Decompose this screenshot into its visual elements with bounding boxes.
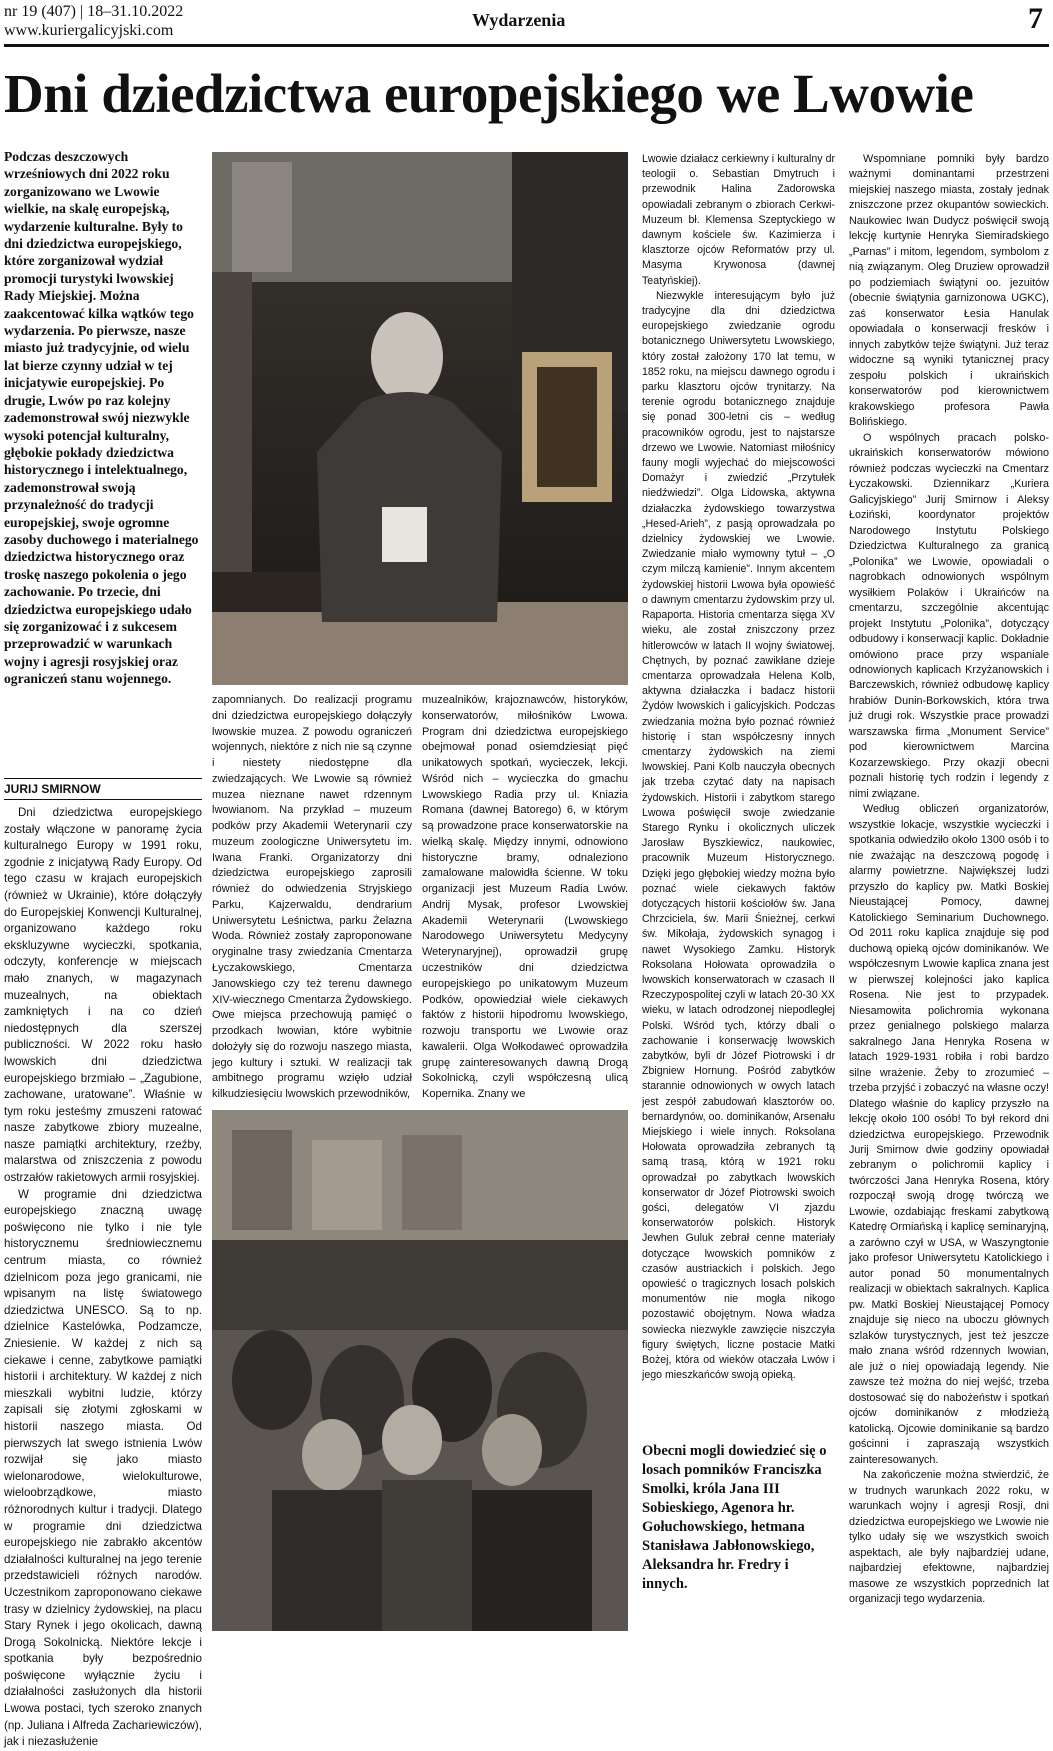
paragraph: W programie dni dziedzictwa europejskiego znaczną uwagę poświęcono nie tylko i nie tyle historycznemu średniowiecznemu centrum miasta, co również dzielnicom poza jego granicami, nie wpisanym na listę światowego dziedzictwa UNESCO. Są to np. dzielnice Kastelówka, Podzamcze, Zniesienie. W każdej z nich są ciekawe i cenne, zabytkowe pamiątki historii i architektury. W każdej z nich mieszkali wybitni ludzie, którzy zapisali się złotymi zgłoskami w historii naszego miasta. Od pierwszych lat swego istnienia Lwów rozwijał się jako miasto wielonarodowe, wielokulturowe, wieloobrządkowe, miasto różnorodnych kultur i tradycji. Dlatego w programie dni dziedzictwa europejskiego nie zabrakło akcentów działalności kulturalnej na jego terenie przedstawicieli różnych narodów. Uczestnikom zaproponowano ciekawe trasy w dzielnicy żydowskiej, na placu Stary Rynek i jego okolicach, dawną Drogą Sokolnicką. Niektóre lekcje i spotkania były bezpośrednio poświęcone wyłącznie życiu i działalności zasłużonych dla historii Lwowa postaci, tych szeroko znanych (np. Juliana i Alfreda Zachariewiczów), jak i niezasłużenie <box>4 1187 202 1749</box>
masthead <box>4 2 1049 44</box>
paragraph: Na zakończenie można stwierdzić, że w trudnych warunkach 2022 roku, w warunkach wojny i agresji Rosji, dni dziedzictwa europejskiego we Lwowie nie tylko udały się we wszystkich swoich aspektach, ale były najbardziej udane, najbardziej efektowne, najbardziej masowe ze wszystkich poprzednich lat organizacji tego wydarzenia. <box>849 1469 1049 1606</box>
paragraph: muzealników, krajoznawców, historyków, konserwatorów, miłośników Lwowa. Program dni dziedzictwa europejskiego obejmował ponad osiemdziesiąt pięć unikatowych spotkań, wycieczek, lekcji. Wśród nich – wycieczka do gmachu Lwowskiego Radia przy ul. Kniazia Romana (dawnej Batorego) 6, w którym są prowadzone prace konserwatorskie na wielką skalę. Między innymi, odnowiono historyczne bramy, odnaleziono zamalowane malowidła ścienne. W toku organizacji jest Muzeum Radia Lwów. Andrij Mysak, profesor Lwowskiej Akademii Weterynarii (Lwowskiego Narodowego Uniwersytetu Medycyny Weterynaryjnej), oprowadził grupę uczestników dni dziedzictwa europejskiego po unikatowym Muzeum Podków, opowiedział wiele ciekawych faktów z historii hipodromu lwowskiego, rozwoju transportu we Lwowie oraz kawalerii. Olga Wołkodaweć oprowadziła grupę zainteresowanych dawną Drogą Sokolnicką, czyli współczesną ulicą Kopernika. Znany we <box>422 694 628 1101</box>
section-name: Wydarzenia <box>472 10 566 30</box>
lead-paragraph: Podczas deszczowych wrześniowych dni 2022 roku zorganizowano we Lwowie wielkie, na skalę europejską, wydarzenie kulturalne. Były to dni dziedzictwa europejskiego, które zorganizował wydział promocji turystyki lwowskiej Rady Miejskiej. Można zaakcentować kilka wątków tego wydarzenia. Po pierwsze, nasze miasto już tradycyjnie, od wielu lat bierze czynny udział w tej inicjatywie europejskiej. Po drugie, Lwów po raz kolejny zademonstrował swój niezwykle wysoki potencjał kulturalny, głębokie pokłady dziedzictwa historycznego i intelektualnego, zademonstrował swoją przynależność do tradycji europejskiej, swoje ogromne zasoby duchowego i materialnego dziedzictwa historycznego oraz troskę naszego pokolenia o jego zachowanie. Po trzecie, dni dziedzictwa europejskiego udało się zorganizować i z sukcesem przeprowadzić w warunkach wojny i agresji rosyjskiej oraz ograniczeń stanu wojennego. <box>4 149 199 687</box>
website-link[interactable]: www.kuriergalicyjski.com <box>4 22 174 39</box>
column-5 <box>849 152 1049 1608</box>
pull-quote: Obecni mogli dowiedzieć się o losach pomników Franciszka Smolki, króla Jana III Sobieskiego, Agenora hr. Gołuchowskiego, hetmana Stanisława Jabłonowskiego, Aleksandra hr. Fredry i innych. <box>642 1443 827 1592</box>
photo-portrait <box>212 152 628 685</box>
column-1 <box>4 805 202 1749</box>
paragraph: Wspomniane pomniki były bardzo ważnymi dominantami przestrzeni miejskiej naszego miasta, zostały jednak zniszczone przez okupantów sowieckich. Naukowiec Iwan Dudycz poświęcił swoją lekcję kurtynie Henryka Siemiradskiego „Parnas” i mitom, legendom, symbolom z nią związanym. Oleg Druziew oprowadził po podziemiach świątyni oo. jezuitów (obecnie świątynia garnizonowa UGKC), zaś konserwator Łesia Hanulak opowiadała o konserwacji fresków i innych zabytków tejże świątyni. Już teraz widoczne są wyniki tytanicznej pracy zespołu polskich i ukraińskich konserwatorów pod kierownictwem krakowskiego profesora Pawła Bolińskiego. <box>849 153 1049 429</box>
paragraph: Niezwykle interesującym było już tradycyjne dla dni dziedzictwa europejskiego zwiedzanie ogrodu botanicznego Uniwersytetu Lwowskiego, który został założony 170 lat temu, w 1852 roku, na miejscu dawnego ogrodu i parku klasztoru ojców trynitarzy. Na terenie ogrodu botanicznego znajduje się ponad 300-letni cis – według pracowników ogrodu, jest to najstarsze drzewo we Lwowie. Natomiast miłośnicy fauny mogli wyjechać do miejscowości Domażyr i zwiedzić „Przytułek niedźwiedzi”. Olga Lidowska, aktywna działaczka żydowskiego towarzystwa „Hesed-Arieh”, z pasją oprowadzała po dzielnicy żydowskiej we Lwowie. Zwiedzanie miało wymowny tytuł – „O czym milczą kamienie”. Innym akcentem żydowskiej historii Lwowa była opowieść o dawnym cmentarzu żydowskim przy ul. Rapaporta. Historia cmentarza sięga XV wieku, ale został zniszczony przez hitlerowców w latach II wojny światowej. Chętnych, by poznać zawikłane dzieje cmentarza oprowadzała Helena Kolb, aktywna działaczka i badacz historii Żydów lwowskich i galicyjskich. Podczas zwiedzania można było poznać również historię i stan współczesny innych cmentarzy żydowskich na ziemi lwowskiej. Pani Kolb nauczyła obecnych jak trzeba czytać daty na napisach żydowskich. Historii i zabytkom starego Lwowa poświęcił swoje zwiedzanie Starego Rynku i okolicznych uliczek Jarosław Byszkiewicz, naukowiec, pracownik Muzeum Historycznego. Dzięki jego głębokiej wiedzy można było poznać wiele ciekawych faktów dotyczących historii kościołów św. Jana Chrzciciela, św. Marii Śnieżnej, cerkwi św. Mikołaja, żydowskich synagog i nawet Wysokiego Zamku. Historyk Roksolana Hołowata oprowadziła o lwowskich konserwatorach w czasach II Rzeczypospolitej czyli w latach 20-30 XX wieku, w latach odrodzonej niepodległej Polski. Wśród tych, którzy dbali o zachowanie i konserwację lwowskich zabytków, byli dr Józef Piotrowski i dr Zbigniew Hornung. Pośród zabytków starannie odnowionych w owych latach jest zespół zabudowań klasztorów oo. bernardynów, oo. dominikanów, Arsenału Miejskiego i wiele innych. Roksolana Hołowata oprowadziła zebranych tą samą trasą, którą w 1921 roku oprowadzał po zabytkach lwowskich konserwator dr Józef Piotrowski swoich gości, delegatów VI zjazdu konserwatorów polskich. Historyk Jewhen Guluk zebrał cenne materiały dotyczące lwowskich pomników z czasów austriackich i polskich. Jego opowieść o tragicznych losach polskich monumentów nie mogła nikogo pozostawić obojętnym. Nowa władza sowiecka niezwykle zawzięcie niszczyła figury świętych, liczne postacie Matki Bożej, która od wieków otaczała Lwów i jego mieszkańców swoją opieką. <box>642 289 835 1382</box>
paragraph: Według obliczeń organizatorów, wszystkie lokacje, wszystkie wycieczki i spotkania odwiedziło około 1300 osób i to nie zważając na deszczową pogodę i alarmy powietrzne. Największej ludzi przyszło do kaplicy pw. Matki Boskiej Nieustającej Pomocy, dawnej Katolickiego Seminarium Duchownego. Od 2011 roku kaplica znajduje się pod duchową opieką ojców dominikanów. We współczesnym Lwowie kaplica znana jest w pierwszej kolejności jako kaplica Rosena. Nie jest to przypadek. Niesamowita polichromia wykonana przez genialnego polskiego malarza sakralnego Jana Henryka Rosena w latach 1929-1931 robiła i robi bardzo silne wrażenie. Żeby to zrozumieć – trzeba przyjść i zobaczyć na własne oczy! Dlatego właśnie do kaplicy przyszło na lekcję około 100 osób! To był rekord dni dziedzictwa europejskiego. Przewodnik Jurij Smirnow dwie godziny opowiadał zebranym o polichromii kaplicy i twórczości Jana Henryka Rosena, który rozpoczął swoją drogę twórczą we Lwowie, ozdabiając freskami zabytkową Katedrę Ormiańską i kaplicę seminaryjną, a zarówno czył w USA, w Waszyngtonie jako profesor Uniwersytetu Katolickiego i autor ponad 50 monumentalnych realizacji w obiektach sakralnych. Kaplica pw. Matki Boskiej Nieustającej Pomocy znajduje się nieco na uboczu głównych szlaków turystycznych, jest też jeszcze mało znana wśród rdzennych lwowian, ale już o niej opowiadają legendy. Nie zawsze też można do niej wejść, trzeba dostosować się do nabożeństw i spotkań ojców dominikanów z młodzieżą katolicką. Ojcowie dominikanie są bardzo gościnni i zapraszają wszystkich zainteresowanych. <box>849 803 1049 1466</box>
author-byline: JURIJ SMIRNOW <box>4 778 202 800</box>
issue-info: nr 19 (407) | 18–31.10.2022 <box>4 3 184 20</box>
paragraph: Dni dziedzictwa europejskiego zostały włączone w panoramę życia kulturalnego Europy w 1991 roku, zgodnie z inicjatywą Rady Europy. Od tego czasu w krajach europejskich (również w Ukrainie), które dołączyły do Europejskiej Konwencji Kulturalnej, organizowano każdego roku ekskluzywne wycieczki, spotkania, odczyty, konferencje w miejscach mało znanych, w magazynach muzealnych, na obiektach zamkniętych i na co dzień niedostępnych dla szerszej publiczności. W 2022 roku hasło lwowskich dni dziedzictwa europejskiego brzmiało – „Zagubione, zachowane, uratowane”. Właśnie w tym roku jesteśmy zmuszeni ratować nasze zabytkowe zbiory muzealne, nasze pamiątki architektury, rzeźby, malarstwa od zniszczenia z powodu ostrzałów rakietowych armii rosyjskiej. <box>4 806 202 1185</box>
photo-audience <box>212 1110 628 1631</box>
masthead-rule <box>4 44 1049 47</box>
column-3 <box>422 693 628 1103</box>
paragraph: Lwowie działacz cerkiewny i kulturalny dr teologii o. Sebastian Dmytruch i przewodnik Halina Zadorowska opowiadali zebranym o zbiorach Cerkwi-Muzeum bł. Klemensa Szeptyckiego w dawnym kościele św. Kazimierza i klasztorze ojców Reformatów przy ul. Masyma Krywonosa (dawnej Teatyńskiej). <box>642 153 835 287</box>
column-4 <box>642 152 835 1383</box>
column-2 <box>212 693 412 1103</box>
headline: Dni dziedzictwa europejskiego we Lwowie <box>4 63 974 124</box>
paragraph: O wspólnych pracach polsko-ukraińskich konserwatorów mówiono również podczas wycieczki na Cmentarz Łyczakowski. Dziennikarz „Kuriera Galicyjskiego” Jurij Smirnow i Aleksy Łoziński, koordynator projektów Narodowego Instytutu Polskiego Dziedzictwa Kulturalnego za granicą „Polonika” we Lwowie, opowiadali o nagrobkach odnowionych wspólnym wysiłkiem Polaków i Ukraińców na cmentarzu, szczególnie akcentując projekt Instytutu „Polonika”, dotyczący odbudowy i konserwacji kaplic. Dokładnie omówiono prace przy wspaniale odnowionych kaplicach Krzyżanowskich i Barczewskich, również odbudowę kaplicy hrabiów Dunin-Borkowskich, która trwa już drugi rok. Wszystkie prace prowadzi warszawska firma „Monument Service” pod kierownictwem Marcina Kozarzewskiego. Przy okazji obecni poznali historię tych rodzin i legendy z nimi związane. <box>849 431 1049 800</box>
paragraph: zapomnianych. Do realizacji programu dni dziedzictwa europejskiego dołączyły lwowskie muzea. Z powodu ograniczeń wojennych, niektóre z nich nie są czynne i niestety niedostępne dla zwiedzających. We Lwowie są również muzea nieznane nawet rdzennym lwowianom. Na przykład – muzeum podków przy Akademii Weterynarii czy muzeum zoologiczne Uniwersytetu im. Iwana Franki. Organizatorzy dni dziedzictwa europejskiego zaprosili również do odwiedzenia Stryjskiego Parku, Kajzerwaldu, dendrarium Uniwersytetu Leśnictwa, parku Żelazna Woda. Również zostały zaproponowane oryginalne trasy zwiedzania Cmentarza Łyczakowskiego, Cmentarza Janowskiego czy też terenu dawnego XIV-wiecznego Cmentarza Żydowskiego. Owe miejsca przechowują pamięć o przodkach lwowian, które wybitnie dołożyły się do rozwoju naszego miasta, jego kultury i sztuki. W realizacji tak ambitnego programu wzięło udział kilkudziesięciu lwowskich przewodników, <box>212 694 412 1101</box>
page-number: 7 <box>1028 2 1043 35</box>
masthead-left <box>4 2 183 40</box>
